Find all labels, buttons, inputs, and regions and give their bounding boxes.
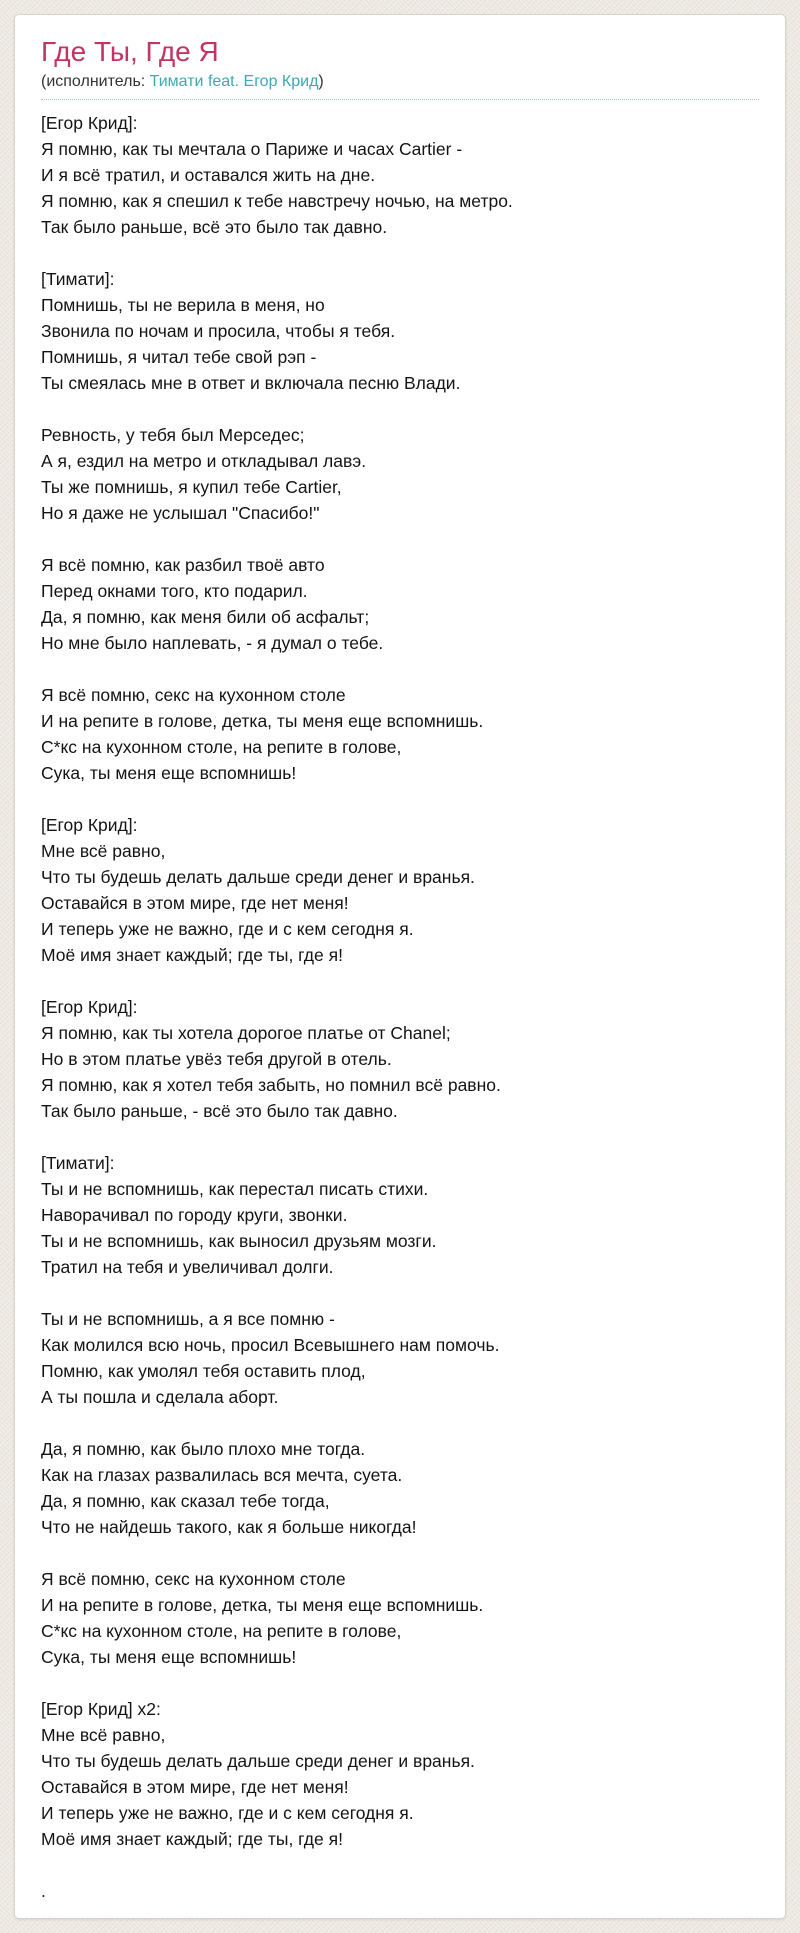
lyric-line: Я всё помню, секс на кухонном столе xyxy=(41,1568,346,1589)
stanza xyxy=(41,1878,759,1904)
lyric-line: [Тимати]: xyxy=(41,1152,115,1173)
lyrics xyxy=(41,110,759,1904)
lyric-line: Помнишь, я читал тебе свой рэп - xyxy=(41,346,317,367)
lyric-line: И теперь уже не важно, где и с кем сегодня я. xyxy=(41,918,414,939)
lyric-line: Тратил на тебя и увеличивал долги. xyxy=(41,1256,334,1277)
lyrics-card xyxy=(14,14,786,1919)
stanza xyxy=(41,812,759,968)
stanza xyxy=(41,110,759,240)
lyric-line: С*кс на кухонном столе, на репите в голове, xyxy=(41,1620,402,1641)
lyric-line: Ты и не вспомнишь, как перестал писать стихи. xyxy=(41,1178,429,1199)
stanza xyxy=(41,1306,759,1410)
lyric-line: Сука, ты меня еще вспомнишь! xyxy=(41,1646,297,1667)
lyric-line: Что не найдешь такого, как я больше никогда! xyxy=(41,1516,417,1537)
lyric-line: Я помню, как я хотел тебя забыть, но помнил всё равно. xyxy=(41,1074,501,1095)
lyric-line: Я всё помню, как разбил твоё авто xyxy=(41,554,325,575)
lyric-line: Моё имя знает каждый; где ты, где я! xyxy=(41,1828,343,1849)
stanza xyxy=(41,1566,759,1670)
lyric-line: Ты и не вспомнишь, а я все помню - xyxy=(41,1308,335,1329)
lyric-line: [Егор Крид]: xyxy=(41,112,138,133)
lyric-line: Ты же помнишь, я купил тебе Cartier, xyxy=(41,476,342,497)
stanza xyxy=(41,1150,759,1280)
stanza xyxy=(41,422,759,526)
lyric-line: Ты смеялась мне в ответ и включала песню Влади. xyxy=(41,372,461,393)
lyric-line: Моё имя знает каждый; где ты, где я! xyxy=(41,944,343,965)
lyric-line: Так было раньше, - всё это было так давно. xyxy=(41,1100,398,1121)
lyric-line: Да, я помню, как меня били об асфальт; xyxy=(41,606,370,627)
lyric-line: Мне всё равно, xyxy=(41,840,166,861)
lyric-line: Как на глазах развалилась вся мечта, суета. xyxy=(41,1464,403,1485)
lyric-line: . xyxy=(41,1880,46,1901)
lyric-line: С*кс на кухонном столе, на репите в голове, xyxy=(41,736,402,757)
lyric-line: Ты и не вспомнишь, как выносил друзьям мозги. xyxy=(41,1230,437,1251)
lyric-line: Что ты будешь делать дальше среди денег и вранья. xyxy=(41,866,475,887)
lyric-line: Да, я помню, как сказал тебе тогда, xyxy=(41,1490,330,1511)
lyric-line: Оставайся в этом мире, где нет меня! xyxy=(41,892,349,913)
lyric-line: Я помню, как ты хотела дорогое платье от Chanel; xyxy=(41,1022,451,1043)
lyric-line: Что ты будешь делать дальше среди денег и вранья. xyxy=(41,1750,475,1771)
lyric-line: И на репите в голове, детка, ты меня еще вспомнишь. xyxy=(41,1594,484,1615)
artist-suffix: ) xyxy=(318,72,324,90)
lyric-line: Звонила по ночам и просила, чтобы я тебя. xyxy=(41,320,396,341)
lyric-line: Помнишь, ты не верила в меня, но xyxy=(41,294,325,315)
lyric-line: Я всё помню, секс на кухонном столе xyxy=(41,684,346,705)
lyric-line: Мне всё равно, xyxy=(41,1724,166,1745)
lyric-line: Но мне было наплевать, - я думал о тебе. xyxy=(41,632,384,653)
lyric-line: Наворачивал по городу круги, звонки. xyxy=(41,1204,348,1225)
artist-link[interactable]: Тимати feat. Егор Крид xyxy=(149,72,319,90)
dotted-divider xyxy=(41,99,759,100)
lyric-line: [Егор Крид]: xyxy=(41,996,138,1017)
page-title: Где Ты, Где Я xyxy=(41,36,219,67)
lyric-line: Перед окнами того, кто подарил. xyxy=(41,580,308,601)
lyric-line: Оставайся в этом мире, где нет меня! xyxy=(41,1776,349,1797)
artist-prefix: (исполнитель: xyxy=(41,72,150,90)
lyric-line: Ревность, у тебя был Мерседес; xyxy=(41,424,305,445)
lyric-line: И на репите в голове, детка, ты меня еще вспомнишь. xyxy=(41,710,484,731)
lyric-line: Я помню, как ты мечтала о Париже и часах Cartier - xyxy=(41,138,463,159)
stanza xyxy=(41,1436,759,1540)
lyric-line: Как молился всю ночь, просил Всевышнего нам помочь. xyxy=(41,1334,500,1355)
lyric-line: Но я даже не услышал "Спасибо!" xyxy=(41,502,320,523)
lyric-line: Но в этом платье увёз тебя другой в отель. xyxy=(41,1048,392,1069)
stanza xyxy=(41,682,759,786)
lyric-line: И я всё тратил, и оставался жить на дне. xyxy=(41,164,376,185)
lyric-line: [Егор Крид] x2: xyxy=(41,1698,161,1719)
lyric-line: Сука, ты меня еще вспомнишь! xyxy=(41,762,297,783)
lyric-line: Да, я помню, как было плохо мне тогда. xyxy=(41,1438,366,1459)
lyric-line: А я, ездил на метро и откладывал лавэ. xyxy=(41,450,367,471)
stanza xyxy=(41,552,759,656)
lyric-line: Я помню, как я спешил к тебе навстречу ночью, на метро. xyxy=(41,190,513,211)
artist-line xyxy=(41,72,759,91)
lyric-line: Помню, как умолял тебя оставить плод, xyxy=(41,1360,366,1381)
lyric-line: Так было раньше, всё это было так давно. xyxy=(41,216,388,237)
lyric-line: А ты пошла и сделала аборт. xyxy=(41,1386,279,1407)
lyric-line: И теперь уже не важно, где и с кем сегодня я. xyxy=(41,1802,414,1823)
stanza xyxy=(41,994,759,1124)
stanza xyxy=(41,266,759,396)
lyric-line: [Тимати]: xyxy=(41,268,115,289)
lyric-line: [Егор Крид]: xyxy=(41,814,138,835)
stanza xyxy=(41,1696,759,1852)
